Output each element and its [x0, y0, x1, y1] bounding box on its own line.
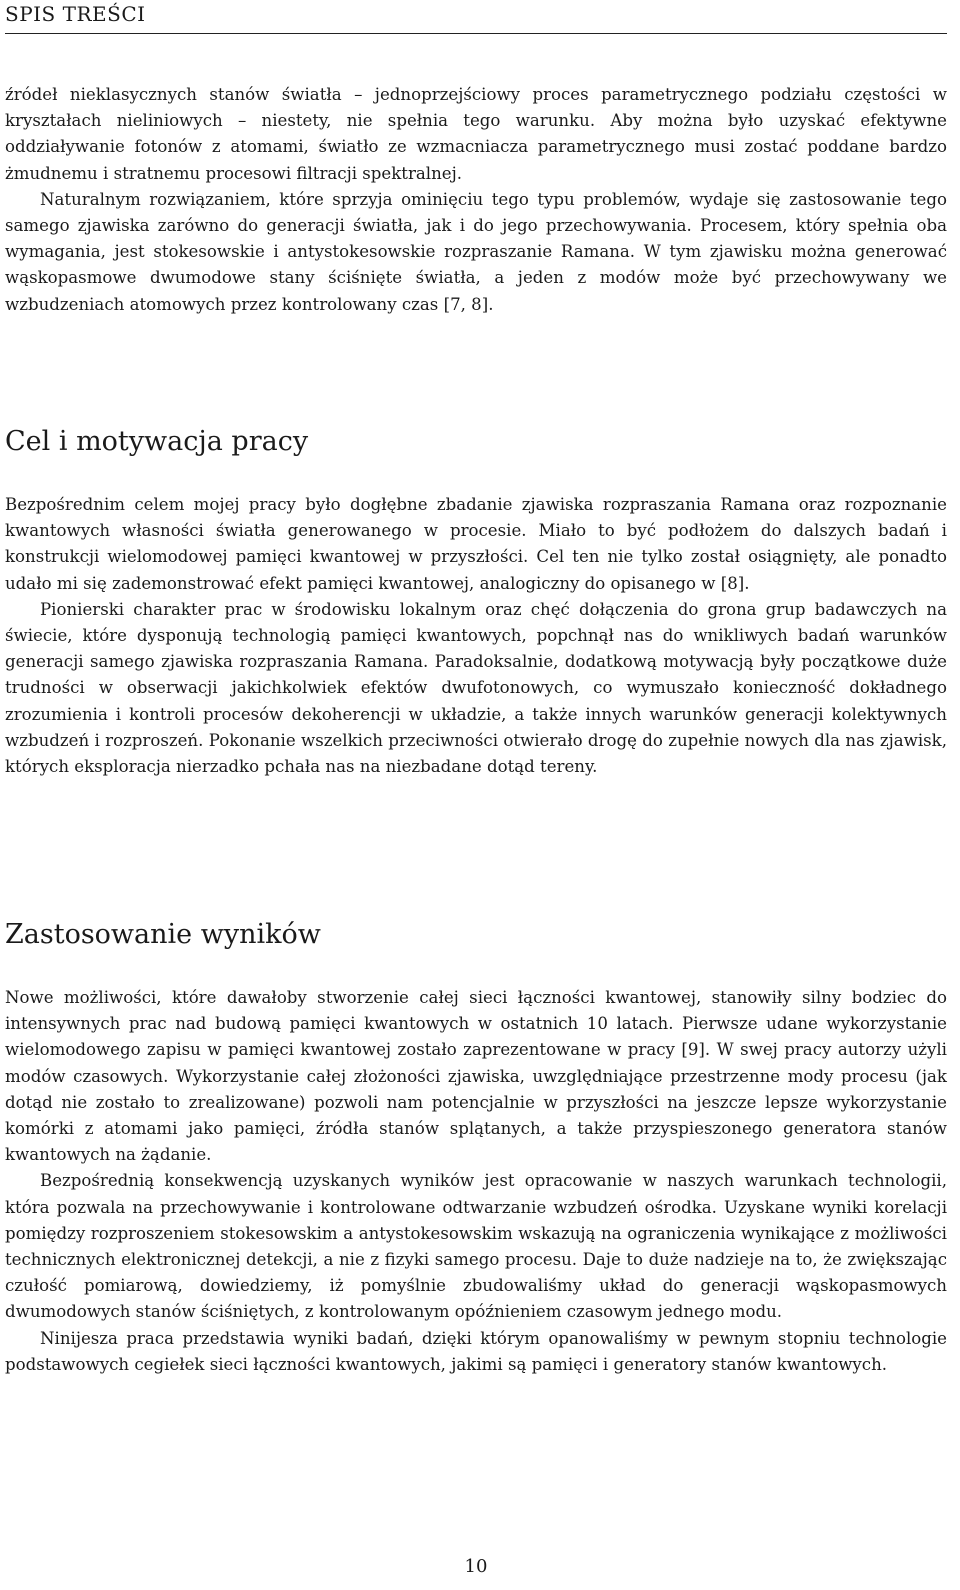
section-title-cel: Cel i motywacja pracy — [5, 426, 309, 457]
page-number: 10 — [464, 1556, 488, 1577]
paragraph: źródeł nieklasycznych stanów światła – jednoprzejściowy proces parametrycznego podziału częstości w kryształach nieliniowych – niestety, nie spełnia tego warunku. Aby można było uzyskać efektywne oddziaływanie fotonów z atomami, światło ze wzmacniacza parametrycznego musi zostać poddane bardzo żmudnemu i stratnemu procesowi filtracji spektralnej. — [5, 85, 947, 183]
paragraph: Ninijesza praca przedstawia wyniki badań, dzięki którym opanowaliśmy w pewnym stopniu technologie podstawowych cegiełek sieci łączności kwantowych, jakimi są pamięci i generatory stanów kwantowych. — [5, 1328, 947, 1374]
running-header: SPIS TREŚCI — [5, 2, 146, 26]
paragraph: Naturalnym rozwiązaniem, które sprzyja ominięciu tego typu problemów, wydaje się zastosowanie tego samego zjawiska zarówno do generacji światła, jak i do jego przechowywania. Procesem, który spełnia oba wymagania, jest stokesowskie i antystokesowskie rozpraszanie Ramana. W tym zjawisku można generować wąskopasmowe dwumodowe stany ściśnięte światła, a jeden z modów może być przechowywany we wzbudzeniach atomowych przez kontrolowany czas [7, 8]. — [5, 189, 947, 314]
section-body-zastosowanie — [5, 985, 947, 1378]
header-divider — [5, 33, 947, 34]
intro-text — [5, 82, 947, 318]
paragraph: Bezpośrednim celem mojej pracy było dogłębne zbadanie zjawiska rozpraszania Ramana oraz rozpoznanie kwantowych własności światła generowanego w procesie. Miało to być podłożem do dalszych badań i konstrukcji wielomodowej pamięci kwantowej w przyszłości. Cel ten nie tylko został osiągnięty, ale ponadto udało mi się zademonstrować efekt pamięci kwantowej, analogiczny do opisanego w [8]. — [5, 495, 947, 593]
paragraph: Bezpośrednią konsekwencją uzyskanych wyników jest opracowanie w naszych warunkach technologii, która pozwala na przechowywanie i kontrolowane odtwarzanie wzbudzeń ośrodka. Uzyskane wyniki korelacji pomiędzy rozproszeniem stokesowskim a antystokesowskim wskazują na ograniczenia wynikające z możliwości technicznych elektronicznej detekcji, a nie z fizyki samego procesu. Daje to duże nadzieje na to, że zwiększając czułość pomiarową, dowiedziemy, iż pomyślnie zbudowaliśmy układ do generacji wąskopasmowych dwumodowych stanów ściśniętych, z kontrolowanym opóźnieniem czasowym jednego modu. — [5, 1171, 947, 1322]
paragraph: Pionierski charakter prac w środowisku lokalnym oraz chęć dołączenia do grona grup badawczych na świecie, które dysponują technologią pamięci kwantowych, popchnął nas do wnikliwych badań warunków generacji samego zjawiska rozpraszania Ramana. Paradoksalnie, dodatkową motywacją były początkowe duże trudności w obserwacji jakichkolwiek efektów dwufotonowych, co wymuszało konieczność dokładnego zrozumienia i kontroli procesów dekoherencji w układzie, a także innych warunków generacji kolektywnych wzbudzeń i rozproszeń. Pokonanie wszelkich przeciwności otwierało drogę do zupełnie nowych dla nas zjawisk, których eksploracja nierzadko pchała nas na niezbadane dotąd tereny. — [5, 599, 947, 777]
section-body-cel — [5, 492, 947, 780]
section-title-zastosowanie: Zastosowanie wyników — [5, 919, 321, 950]
paragraph: Nowe możliwości, które dawałoby stworzenie całej sieci łączności kwantowej, stanowiły silny bodziec do intensywnych prac nad budową pamięci kwantowych w ostatnich 10 latach. Pierwsze udane wykorzystanie wielomodowego zapisu w pamięci kwantowej zostało zaprezentowane w pracy [9]. W swej pracy autorzy użyli modów czasowych. Wykorzystanie całej złożoności zjawiska, uwzględniające przestrzenne mody procesu (jak dotąd nie zostało to zrealizowane) pozwoli nam potencjalnie w przyszłości na jeszcze lepsze wykorzystanie komórki z atomami jako pamięci, źródła stanów splątanych, a także przyspieszonego generatora stanów kwantowych na żądanie. — [5, 988, 947, 1165]
